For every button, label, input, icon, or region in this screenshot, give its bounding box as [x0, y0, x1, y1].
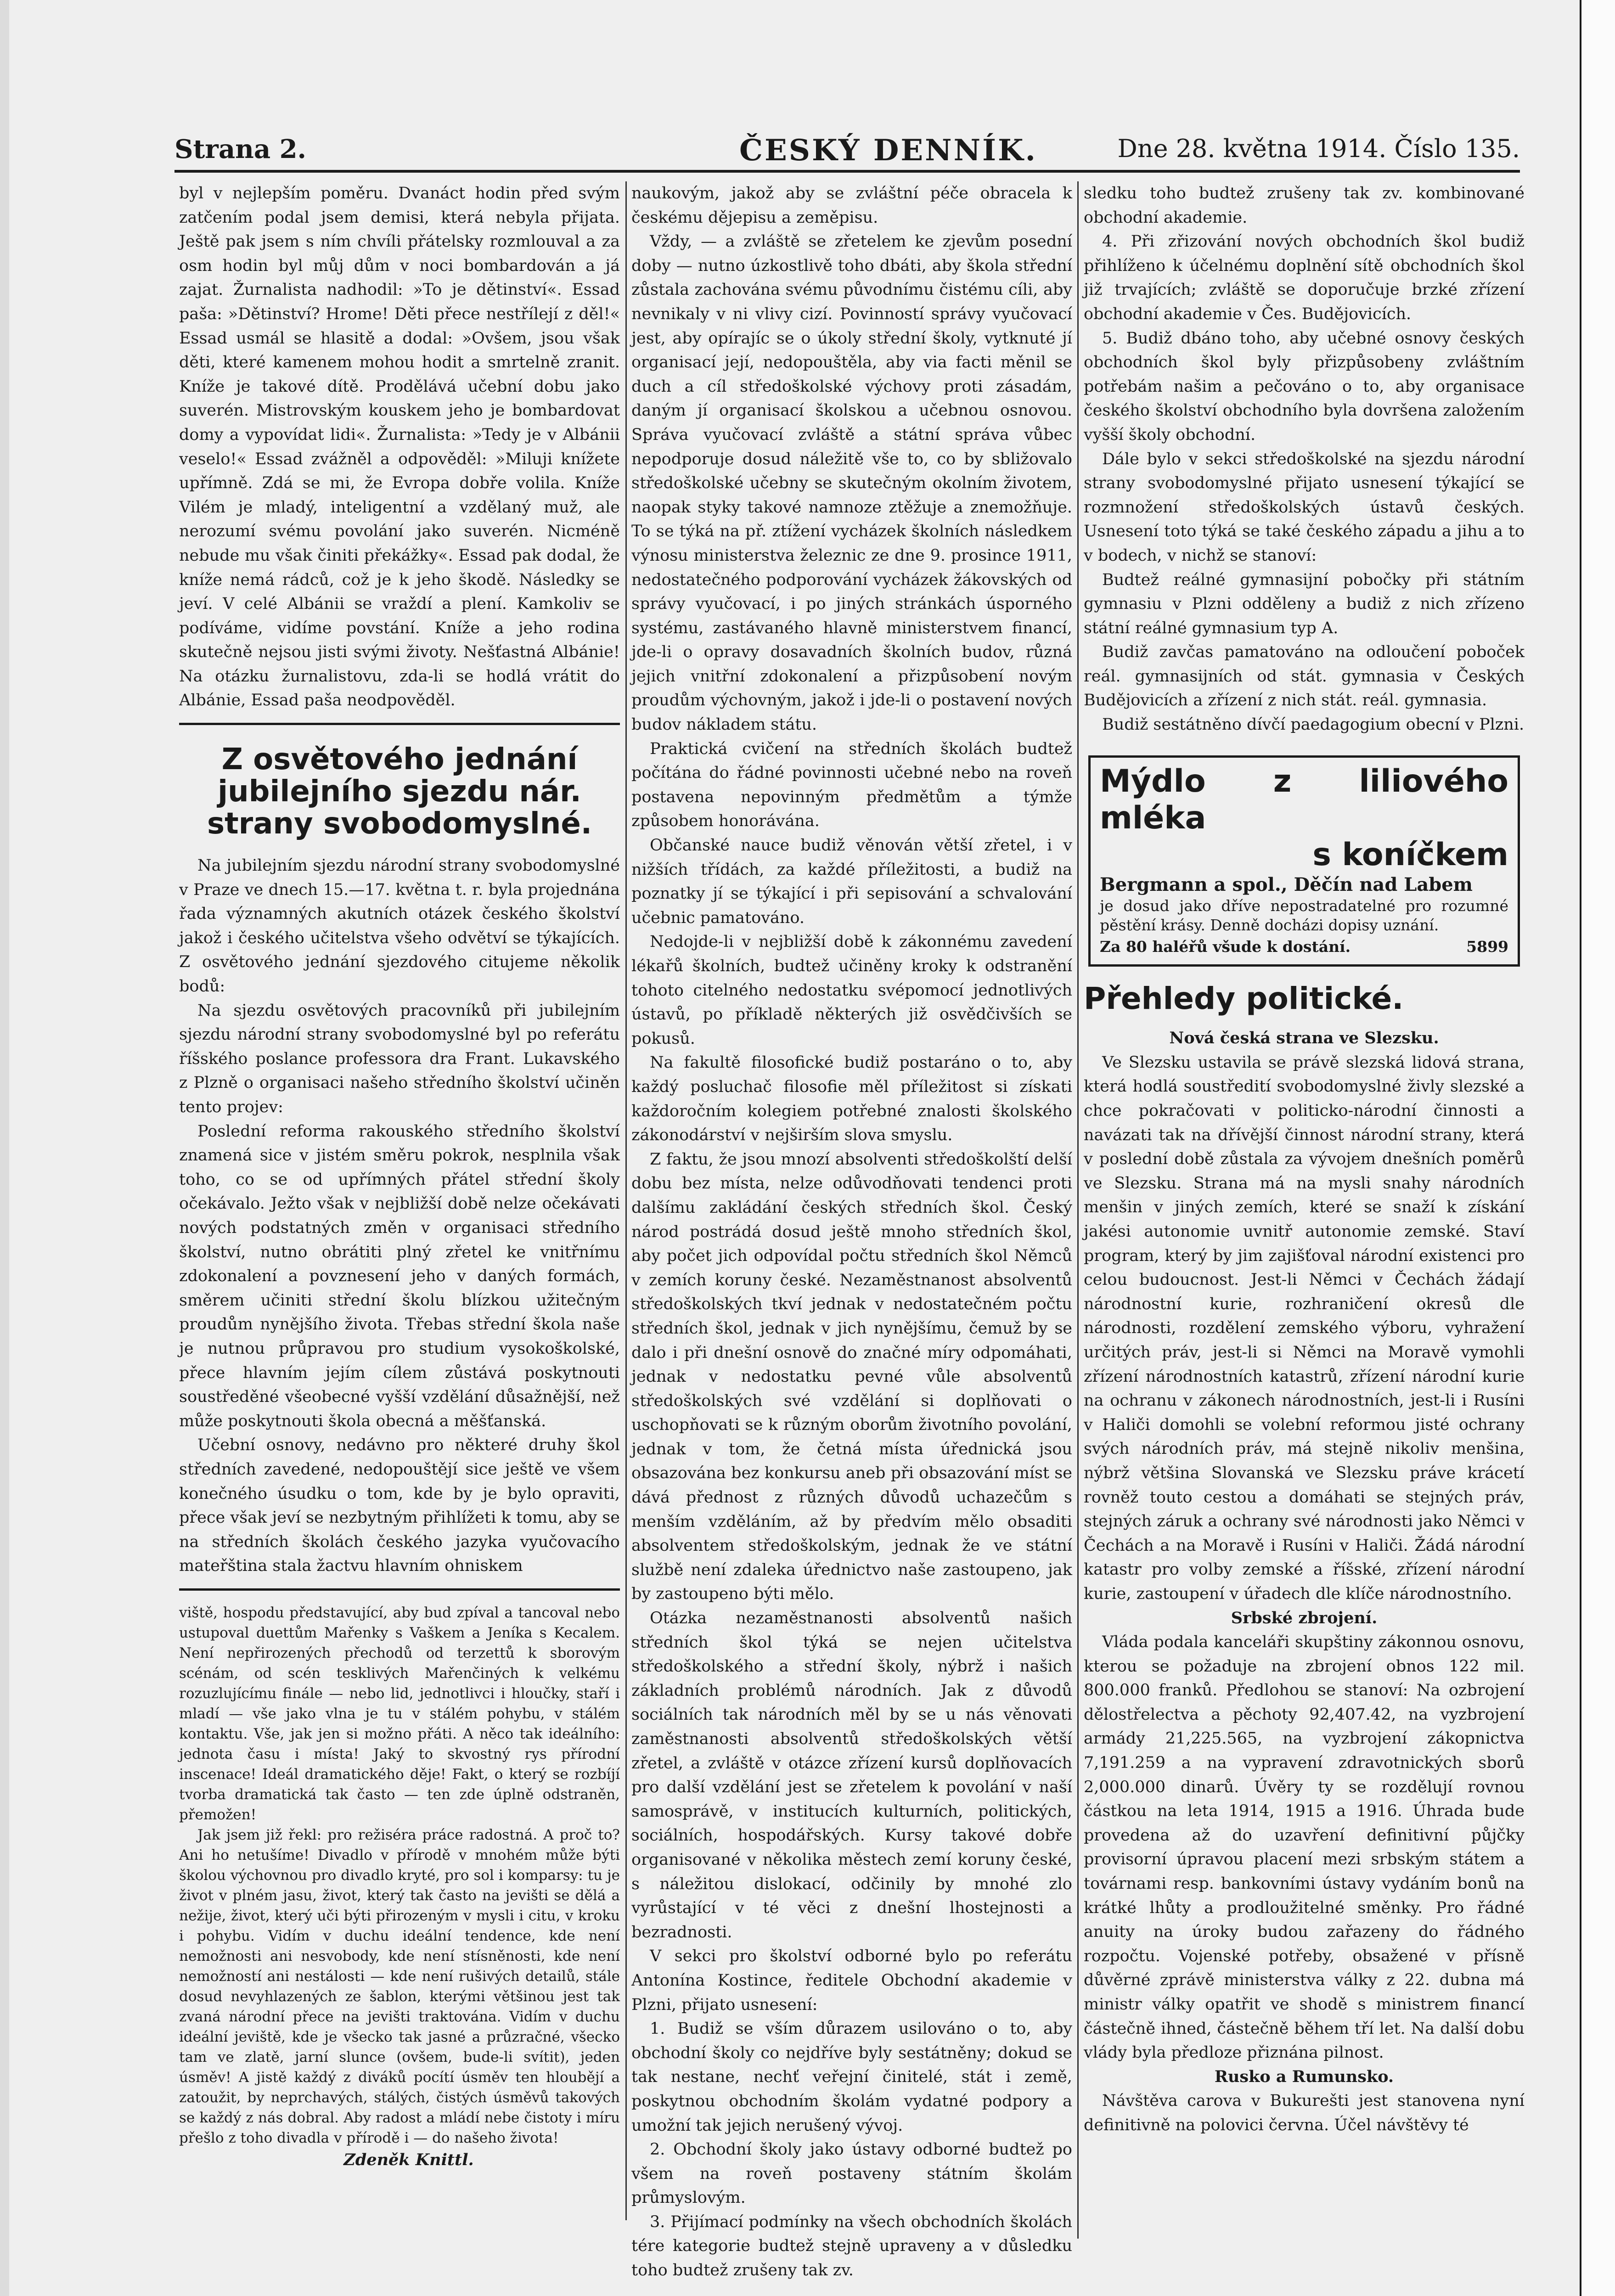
article-text: Návštěva carova v Bukurešti jest stanovena nyní definitivně na polovici června. Účel návštěvy té	[1084, 2092, 1525, 2134]
feuilleton-text: viště, hospodu představující, aby bud zpíval a tancoval nebo ustupoval duettům Mařenky s Vaškem a Jeníka s Kecalem. Není nepřirozených přechodů od terzettů k sborovým scénám, od scén tesklivých Mařenčiných k velkému rozuzlujícímu finále — nebo lid, jednotlivci i hloučky, staří i mladí — vše jako vlna je tu v stálém pohybu, v stálém kontaktu. Vše, jak jen si možno přáti. A něco tak ideálního: jednota času i místa! Jaký to skvostný rys přírodní inscenace! Ideál dramatického děje! Fakt, o který se rozbíjí tvorba dramatická tak často — ten zde úplně odstraněn, přemožen!	[179, 1604, 620, 1823]
article-text: 5. Budiž dbáno toho, aby učebné osnovy českých obchodních škol byly přizpůsobeny zvláštním potřebám našim a pečováno o to, aby organisace českého školství obchodního byla dovršena založením vyšší školy obchodní.	[1084, 329, 1525, 444]
column-divider	[625, 181, 627, 2220]
article-text: Budtež reálné gymnasijní pobočky při státním gymnasiu v Plzni odděleny a budiž z nich zřízeno státní reálné gymnasium typ A.	[1084, 570, 1525, 637]
article-text: 4. Při zřizování nových obchodních škol budiž přihlíženo k účelnému doplnění sítě obchodních škol již trvajících; zvláště se doporučuje brzké zřízení obchodní akademie v Čes. Budějovicích.	[1084, 232, 1525, 323]
column-2	[631, 181, 1072, 2280]
article-text: V sekci pro školství odborné bylo po referátu Antonína Kostince, ředitele Obchodní akademie v Plzni, přijato usnesení:	[631, 1947, 1072, 2014]
page-number: Strana 2.	[174, 134, 307, 164]
feuilleton-divider	[179, 1588, 620, 1591]
column-divider	[1077, 181, 1079, 2239]
article-text: Poslední reforma rakouského středního školství znamená sice v jistém směru pokrok, nesplnila však toho, co se od upřímných přátel střední školy očekávalo. Ježto však v nejbližší době nelze očekávati nových podstatných změn v organisaci středního školství, nutno obrátiti plný zřetel ke vnitřnímu zdokonalení a povznesení jeho v daných formách, směrem učiniti střední školu blízkou užitečným proudům nynějšího života. Třebas střední škola naše je nutnou průpravou pro studium vysokoškolské, přece hlavním jejím cílem zůstává poskytnouti soustředěné všeobecné vyšší vzdělání důsažnější, než může poskytnouti škola obecná a měšťanská.	[179, 1122, 620, 1430]
article-text: Na jubilejním sjezdu národní strany svobodomyslné v Praze ve dnech 15.—17. května t. r. byla projednána řada významných akutních otázek českého školství jakož i českého učitelstva všeho odvětví se týkajících. Z osvětového jednání sjezdového citujeme několik bodů:	[179, 856, 620, 996]
article-text: Budiž sestátněno dívčí paedagogium obecní v Plzni.	[1102, 715, 1525, 734]
adjacent-page-edge	[1580, 0, 1615, 2296]
newspaper-page	[9, 0, 1584, 2296]
article-headline: Z osvětového jednání jubilejního sjezdu nár. strany svobodomyslné.	[207, 743, 592, 841]
article-subheading: Rusko a Rumunsko.	[1214, 2067, 1394, 2086]
newspaper-title: ČESKÝ DENNÍK.	[739, 133, 1037, 168]
ad-price: Za 80 haléřů všude k dostání.	[1100, 937, 1351, 956]
article-subheading: Nová česká strana ve Slezsku.	[1169, 1029, 1439, 1048]
article-text: Dále bylo v sekci středoškolské na sjezdu národní strany svobodomyslné přijato usnesení týkající se rozmnožení středoškolských ústavů českých. Usnesení toto týká se také českého západu a jihu a to v bodech, v nichž se stanoví:	[1084, 450, 1525, 565]
article-text: Občanské nauce budiž věnován větší zřetel, i v nižších třídách, za každé příležitosti, a budiž na poznatky jí se týkající i při sepisování a schvalování učebnic pamatováno.	[631, 836, 1072, 927]
ad-code: 5899	[1466, 937, 1508, 956]
article-text: Otázka nezaměstnanosti absolventů našich středních škol týká se nejen učitelstva středoškolského a střední školy, nýbrž i našich základních problémů národních. Jak z důvodů sociálních tak národních měl by se u nás věnovati zaměstnanosti absolventů středoškolských větší zřetel, a zvláště v otázce zřízení kursů doplňovacích pro další vzdělání jest se zřetelem k povolání v naší samosprávě, v institucích kulturních, politických, sociálních, hospodářských. Kursy takové dobře organisované v několika městech zemí koruny české, s náležitou dislokací, odčinily by mnohé zlo vyrůstající v té věci z dnešní lhostejnosti a bezradnosti.	[631, 1609, 1072, 1941]
article-text: Nedojde-li v nejbližší době k zákonnému zavedení lékařů školních, budtež učiněny kroky k odstranění tohoto citelného nedostatku svépomocí jednotlivých ústavů, po příkladě některých již osvědčivších se pokusů.	[631, 933, 1072, 1048]
section-heading: Přehledy politické.	[1084, 981, 1404, 1017]
ad-text: je dosud jako dříve nepostradatelné pro rozumné pěstění krásy. Denně docházi dopisy uznání.	[1100, 896, 1508, 934]
article-text: Na fakultě filosofické budiž postaráno o to, aby každý posluchač filosofie měl příležitost si získati každoročním kolegiem potřebné znalosti školského zákonodárství v nejširším slova smyslu.	[631, 1053, 1072, 1145]
article-text: byl v nejlepším poměru. Dvanáct hodin před svým zatčením podal jsem demisi, která nebyla přijata. Ještě pak jsem s ním chvíli přátelsky rozmlouval a za osm hodin byl můj dům v noci bombardován a já zajat. Žurnalista nadhodil: »To je dětinství«. Essad paša: »Dětinství? Hrome! Děti přece nestřílejí z děl!« Essad usmál se hlasitě a dodal: »Ovšem, jsou však děti, které kamenem mohou hodit a smrtelně zranit. Kníže je takové dítě. Prodělává učební dobu jako suverén. Mistrovským kouskem jeho je bombardovat domy a vypovídat lidi«. Žurnalista: »Tedy je v Albánii veselo!« Essad zvážněl a odpověděl: »Miluji knížete upřímně. Zdá se mi, že Evropa dobře volila. Kníže Vilém je mladý, inteligentní a vzdělaný muž, ale nerozumí svému povolání jako suverén. Nicméně nebude mu však činiti překážky«. Essad pak dodal, že kníže nemá rádců, což je k jeho škodě. Následky se jeví. V celé Albánii se vraždí a plení. Kamkoliv se podíváme, vidíme povstání. Kníže a jeho rodina skutečně nejsou jisti svými životy. Nešťastná Albánie! Na otázku žurnalistovu, zda-li se hodlá vrátit do Albánie, Essad paša neodpověděl.	[179, 184, 620, 710]
author-signature: Zdeněk Knittl.	[343, 2150, 474, 2169]
soap-advertisement	[1088, 755, 1520, 967]
article-text: sledku toho budtež zrušeny tak zv. kombinované obchodní akademie.	[1084, 184, 1525, 227]
article-text: Vždy, — a zvláště se zřetelem ke zjevům posední doby — nutno úzkostlivě toho dbáti, aby škola střední zůstala zachována svému původnímu čistému cíli, aby nevnikaly v ni vlivy cizí. Povinností správy vyučovací jest, aby opírajíc se o úkoly střední školy, vytknuté jí organisací její, nedopouštěla, aby via facti měnil se duch a cíl středoškolské výchovy proti zásadám, daným jí organisací školskou a učebnou osnovou. Správa vyučovací zvláště a státní správa vůbec nepodporuje dosud náležitě vše to, co by sbližovalo středoškolské učebny se skutečným okolním životem, naopak styky takové namnoze ztěžuje a znemožňuje. To se týká na př. ztížení vycházek školních následkem výnosu ministerstva železnic ze dne 9. prosince 1911, nedostatečného podporování vycházek žákovských od správy vyučovací, i po jiných stránkách úsporného systému, zastávaného hlavně ministerstvem financí, jde-li o opravy dosavadních školních budov, různá jejich vnitřní zdokonalení a přizpůsobení novým proudům výchovným, jakož i jde-li o postavení nových budov nákladem státu.	[631, 232, 1072, 734]
column-3	[1084, 181, 1525, 2239]
ad-company: Bergmann a spol., Děčín nad Labem	[1100, 873, 1473, 895]
issue-date: Dne 28. května 1914. Číslo 135.	[1117, 134, 1520, 163]
article-text: Učební osnovy, nedávno pro některé druhy škol středních zavedené, nedopouštějí sice ještě ve všem konečného úsudku o tom, kde by je bylo opraviti, přece však jeví se nezbytným přihlížeti k tomu, aby se na středních školách českého jazyka vyučovacího mateřština stala žactvu hlavním ohniskem	[179, 1436, 620, 1576]
feuilleton-text: Jak jsem již řekl: pro režiséra práce radostná. A proč to? Ani ho netušíme! Divadlo v přírodě v mnohém může býti školou výchovnou pro divadlo kryté, pro sol i komparsy: tu je život v plném jasu, život, který tak často na jevišti se dělá a nežije, život, který uči býti přirozeným v mysli i citu, v kroku i pohybu. Vidím v duchu ideální tendence, kde není nemožnosti ani nesvobody, kde není stísněnosti, kde není nemožností ani nestálosti — kde není rušivých detailů, stále dosud nevyhlazených ze šablon, kterými většinou jest tak zvaná národní přece na jevišti traktována. Vidím v duchu ideální jeviště, kde je všecko tak jasné a průzračné, všecko tam ve zlatě, jarní slunce (ovšem, bude-li svítit), jeden úsměv! A jistě každý z diváků pocítí úsměv ten hloubějí a zatoužit, by neprchavých, stálých, čistých úsměvů takových se každý z nás dobral. Aby radost a mládí nebe čistoty i míru přešlo z toho divadla v přírodě i — do našeho života!	[179, 1826, 620, 2146]
article-text: Budiž zavčas pamatováno na odloučení poboček reál. gymnasijních od stát. gymnasia v Českých Budějovicích a zřízení z nich stát. reál. gymnasia.	[1084, 643, 1525, 710]
ad-title-2: s koníčkem	[1312, 836, 1508, 873]
column-1	[179, 181, 620, 2202]
article-text: Na sjezdu osvětových pracovníků při jubilejním sjezdu národní strany svobodomyslné byl po referátu říšského poslance professora dra Frant. Lukavského z Plzně o organisaci našeho středního školství učiněn tento projev:	[179, 1001, 620, 1116]
article-text: 2. Obchodní školy jako ústavy odborné budtež po všem na roveň postaveny státním školám průmyslovým.	[631, 2140, 1072, 2207]
article-text: Ve Slezsku ustavila se právě slezská lidová strana, která hodlá soustředití svobodomyslné živly slezské a chce pokračovati v politicko-národní činnosti a navázati tak na dřívější činnost národní strany, která v poslední době zůstala za vývojem dnešních poměrů ve Slezsku. Strana má na mysli snahy národních menšin v jiných zemích, které se snaží k získání jakési autonomie uvnitř autonomie zemské. Staví program, který by jim zajišťoval národní existenci pro celou budoucnost. Jest-li Němci v Čechách žádají národnostní kurie, rozhraničení okresů dle národnosti, rozdělení zemského výboru, vyhražení určitých práv, jest-li si Němci na Moravě vymohli zřízení národnostních katastrů, zřízení národní kurie na ochranu v zákonech národnostních, jest-li i Rusíni v Haliči domohli se volební reformou jisté ochrany svých národních práv, má stejně nikoliv menšina, nýbrž většina Slovanská ve Slezsku práve krácetí rovněž touto cestou a domáhati se stejných práv, stejných záruk a ochrany své národnosti jako Němci v Čechách a na Moravě i Rusíni v Haliči. Žádá národní katastr pro volby zemské a říšské, zřízení národní kurie, zastoupení v úřadech dle klíče národnostního.	[1084, 1053, 1525, 1603]
article-subheading: Srbské zbrojení.	[1231, 1608, 1378, 1627]
article-text: 3. Přijímací podmínky na všech obchodních školách tére kategorie budtež stejně upraveny a v důsledku toho budtež zrušeny tak zv.	[631, 2212, 1072, 2280]
article-text: 1. Budiž se vším důrazem usilováno o to, aby obchodní školy co nejdříve byly sestátněny; dokud se tak nestane, nechť veřejní činitelé, stát i země, poskytnou obchodním školám vydatné podpory a umožní tak jejich nerušený vývoj.	[631, 2020, 1072, 2135]
ad-title: Mýdlo z liliového mléka	[1100, 763, 1508, 836]
divider	[179, 723, 620, 725]
article-text: Z faktu, že jsou mnozí absolventi středoškolští delší dobu bez místa, nelze odůvodňovati tendenci proti dalšímu zakládání českých středních škol. Český národ postrádá dosud ještě mnoho středních škol, aby počet jich odpovídal počtu středních škol Němců v zemích koruny české. Nezaměstnanost absolventů středoškolských tkví jednak v nedostatečném počtu středních škol, jednak v jich nynějšímu, čemuž by se dalo i při dnešní osnově do značné míry odpomáhati, jednak v nedostatku pevné vůle absolventů středoškolských své vzdělání si doplňovati o uschopňovati se k různým oborům životního povolání, jednak v tom, že četná místa úřednická jsou obsazována bez konkursu aneb při obsazování míst se dává přednost z různých důvodů uchazečům s menším vzděláním, až by předvím mělo obsaditi absolventem středoškolským, jednak že ve státní službě není zdaleka úřednictvo naše zastoupeno, jak by zastoupeno býti mělo.	[631, 1150, 1072, 1604]
ad-footer	[1100, 935, 1508, 959]
article-text: Vláda podala kanceláři skupštiny zákonnou osnovu, kterou se požaduje na zbrojení obnos 122 mil. 800.000 franků. Předlohou se stanoví: Na ozbrojení dělostřelectva a pěchoty 92,407.42, na vyzbrojení armády 21,225.565, na vyzbrojení zákopnictva 7,191.259 a na vypravení zdravotnických sborů 2,000.000 dinarů. Úvěry ty se rozdělují rovnou částkou na leta 1914, 1915 a 1916. Úhrada bude provedena až do uzavření definitivní půjčky provisorní úpravou placení mezi srbským státem a továrnami resp. bankovními ústavy vydáním bonů na krátké lhůty a prodloužitelné směnky. Pro řádné anuity na úroky budou zařazeny do řádného rozpočtu. Vojenské potřeby, obsažené v přísně důvěrné zprávě ministerstva války z 22. dubna má ministr války opatřit ve shodě s ministrem financí částečně ihned, částečně během tří let. Na další dobu vlády byla předloze přiznána pilnost.	[1084, 1633, 1525, 2062]
article-text: naukovým, jakož aby se zvláštní péče obracela k českému dějepisu a zeměpisu.	[631, 184, 1072, 227]
page-header	[174, 133, 1520, 173]
article-text: Praktická cvičení na středních školách budtež počítána do řádné povinnosti učebné nebo na roveň postavena nepovinným předmětům a týmže způsobem honorávána.	[631, 739, 1072, 831]
